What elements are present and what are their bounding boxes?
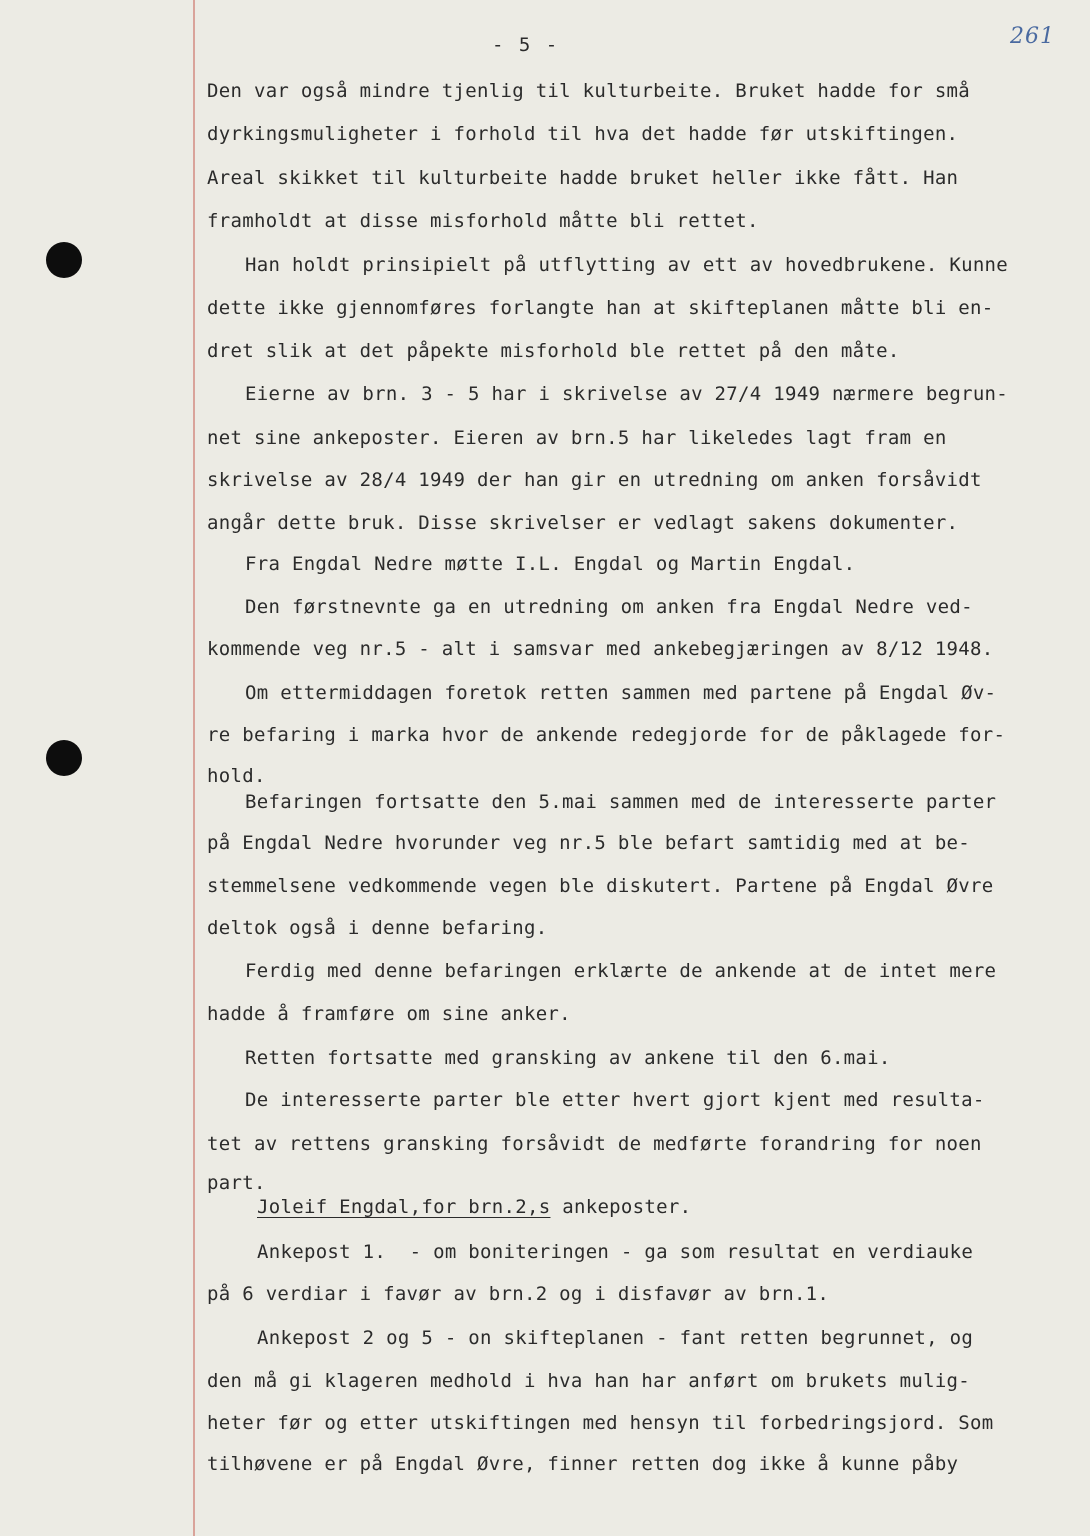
text-line: dyrkingsmuligheter i forhold til hva det hadde før utskiftingen. xyxy=(207,123,959,145)
text-line: Den førstnevnte ga en utredning om anken fra Engdal Nedre ved- xyxy=(245,596,973,618)
page-number: - 5 - xyxy=(492,34,560,56)
text-line: Han holdt prinsipielt på utflytting av ett av hovedbrukene. Kunne xyxy=(245,254,1009,276)
text-line: angår dette bruk. Disse skrivelser er vedlagt sakens dokumenter. xyxy=(207,512,959,534)
text-line: hadde å framføre om sine anker. xyxy=(207,1003,571,1025)
text-line: skrivelse av 28/4 1949 der han gir en utredning om anken forsåvidt xyxy=(207,469,982,491)
text-line: tilhøvene er på Engdal Øvre, finner retten dog ikke å kunne påby xyxy=(207,1453,959,1475)
folio-number: 261 xyxy=(1010,24,1055,49)
text-line: dret slik at det påpekte misforhold ble rettet på den måte. xyxy=(207,340,900,362)
text-line: heter før og etter utskiftingen med hensyn til forbedringsjord. Som xyxy=(207,1412,994,1434)
text-line: re befaring i marka hvor de ankende redegjorde for de påklagede for- xyxy=(207,724,1006,746)
text-line: Befaringen fortsatte den 5.mai sammen med de interesserte parter xyxy=(245,791,997,813)
text-line: hold. xyxy=(207,765,266,787)
text-line: tet av rettens gransking forsåvidt de medførte forandring for noen xyxy=(207,1133,982,1155)
text-line: Ankepost 1. - om boniteringen - ga som resultat en verdiauke xyxy=(257,1241,974,1263)
text-line: på 6 verdiar i favør av brn.2 og i disfavør av brn.1. xyxy=(207,1283,830,1305)
text-line: Areal skikket til kulturbeite hadde bruket heller ikke fått. Han xyxy=(207,167,959,189)
punch-hole-top xyxy=(46,242,82,278)
text-line: Ankepost 2 og 5 - on skifteplanen - fant retten begrunnet, og xyxy=(257,1327,974,1349)
text-line: dette ikke gjennomføres forlangte han at skifteplanen måtte bli en- xyxy=(207,297,994,319)
text-line: net sine ankeposter. Eieren av brn.5 har likeledes lagt fram en xyxy=(207,427,947,449)
text-line: part. xyxy=(207,1172,266,1194)
text-line: kommende veg nr.5 - alt i samsvar med ankebegjæringen av 8/12 1948. xyxy=(207,638,994,660)
heading-tail: ankeposter. xyxy=(550,1196,692,1218)
text-line: deltok også i denne befaring. xyxy=(207,917,548,939)
underlined-heading: Joleif Engdal,for brn.2,s xyxy=(257,1196,551,1218)
text-line: den må gi klageren medhold i hva han har anført om brukets mulig- xyxy=(207,1370,971,1392)
text-line xyxy=(257,1194,1090,1220)
margin-rule xyxy=(193,0,195,1536)
text-line: Ferdig med denne befaringen erklærte de ankende at de intet mere xyxy=(245,960,997,982)
text-line: stemmelsene vedkommende vegen ble diskutert. Partene på Engdal Øvre xyxy=(207,875,994,897)
punch-hole-middle xyxy=(46,740,82,776)
text-line: Om ettermiddagen foretok retten sammen med partene på Engdal Øv- xyxy=(245,682,997,704)
text-line: framholdt at disse misforhold måtte bli rettet. xyxy=(207,210,759,232)
text-line: Retten fortsatte med gransking av ankene til den 6.mai. xyxy=(245,1047,891,1069)
text-line: Eierne av brn. 3 - 5 har i skrivelse av 27/4 1949 nærmere begrun- xyxy=(245,383,1009,405)
text-line: De interesserte parter ble etter hvert gjort kjent med resulta- xyxy=(245,1089,985,1111)
text-line: på Engdal Nedre hvorunder veg nr.5 ble befart samtidig med at be- xyxy=(207,832,971,854)
text-line: Den var også mindre tjenlig til kulturbeite. Bruket hadde for små xyxy=(207,80,971,102)
text-line: Fra Engdal Nedre møtte I.L. Engdal og Martin Engdal. xyxy=(245,553,856,575)
